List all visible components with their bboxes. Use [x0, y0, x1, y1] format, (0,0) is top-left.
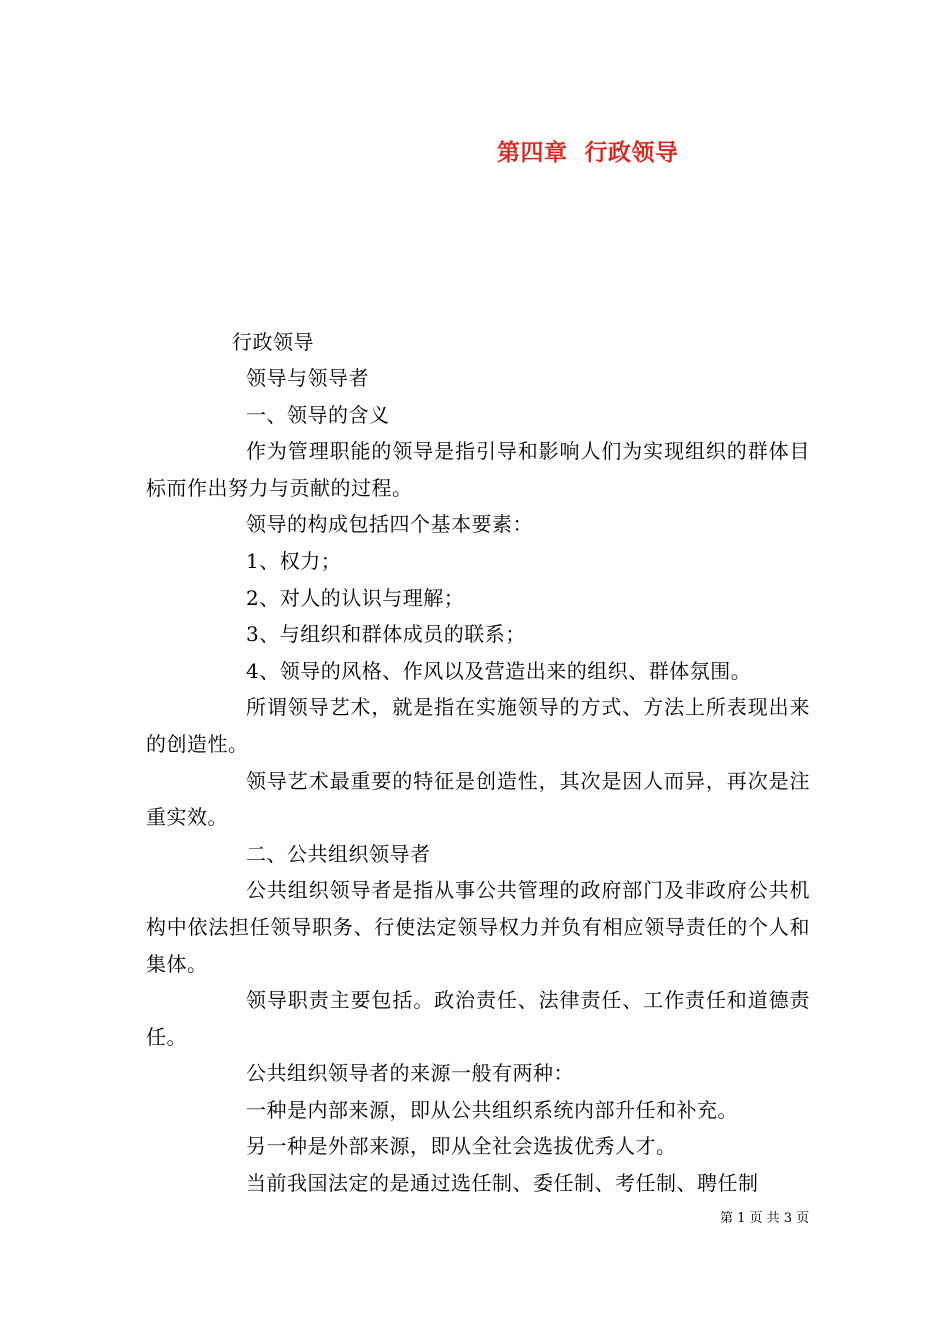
document-title: 第四章 行政领导: [497, 139, 679, 166]
paragraph-internal-source: 一种是内部来源，即从公共组织系统内部升任和补充。: [246, 1097, 738, 1122]
paragraph-section-one: 一、领导的含义: [246, 402, 390, 427]
document-body: [146, 360, 810, 1202]
list-item: 4、领导的风格、作风以及营造出来的组织、群体氛围。: [246, 658, 752, 683]
section-heading: 行政领导: [232, 330, 314, 354]
list-item: 2、对人的认识与理解；: [246, 585, 465, 610]
paragraph-subheading: 领导与领导者: [246, 366, 369, 390]
paragraph-leadership-art: 所谓领导艺术，就是指在实施领导的方式、方法上所表现出来的创造性。: [146, 695, 810, 756]
paragraph-sources-intro: 公共组织领导者的来源一般有两种：: [246, 1061, 574, 1086]
paragraph-elements-intro: 领导的构成包括四个基本要素：: [246, 512, 533, 537]
paragraph-duties: 领导职责主要包括。政治责任、法律责任、工作责任和道德责任。: [146, 988, 810, 1049]
paragraph-public-leader: 公共组织领导者是指从事公共管理的政府部门及非政府公共机构中依法担任领导职务、行使法定领导权力并负有相应领导责任的个人和集体。: [146, 878, 810, 976]
paragraph-external-source: 另一种是外部来源，即从全社会选拔优秀人才。: [246, 1134, 677, 1159]
paragraph-appointment: 当前我国法定的是通过选任制、委任制、考任制、聘任制: [246, 1171, 759, 1196]
paragraph-art-features: 领导艺术最重要的特征是创造性，其次是因人而异，再次是注重实效。: [146, 768, 810, 830]
paragraph-section-two: 二、公共组织领导者: [246, 841, 431, 866]
page-number-footer: 第 1 页 共 3 页: [720, 1211, 810, 1226]
paragraph-definition: 作为管理职能的领导是指引导和影响人们为实现组织的群体目标而作出努力与贡献的过程。: [146, 439, 810, 500]
list-item: 3、与组织和群体成员的联系；: [246, 622, 526, 647]
list-item: 1、权力；: [246, 548, 342, 573]
